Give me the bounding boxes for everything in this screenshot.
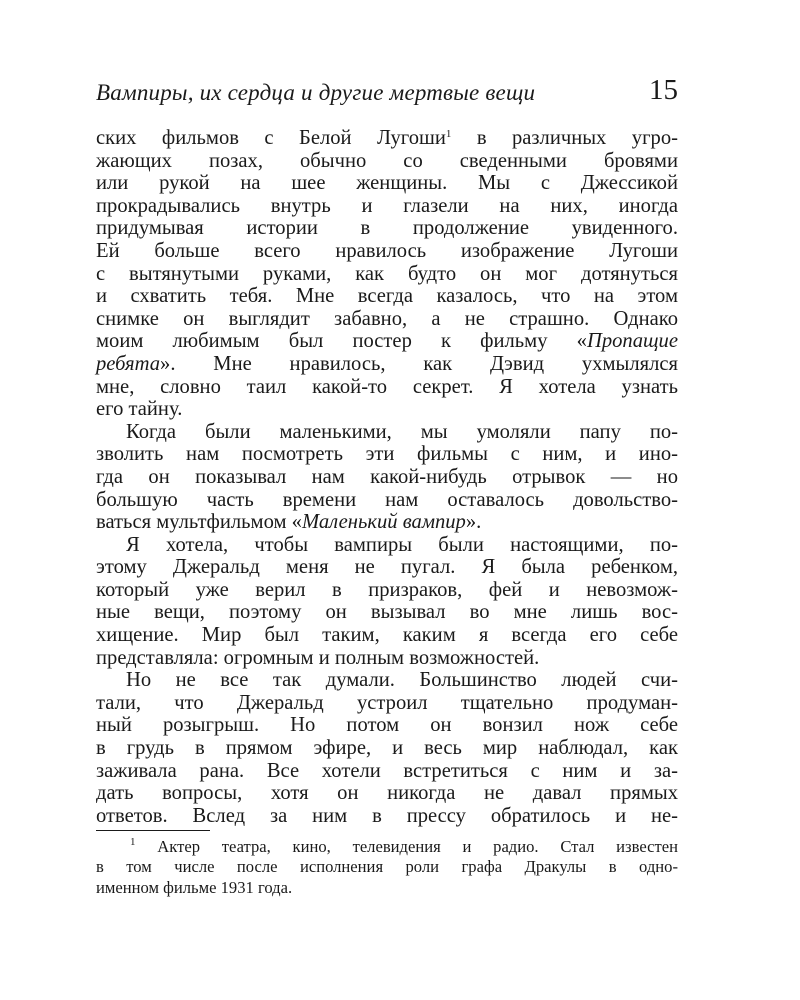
text-line: который уже верил в призраков, фей и невозмож- — [96, 578, 678, 601]
text-line: этому Джеральд меня не пугал. Я была ребенком, — [96, 556, 678, 579]
text-line: Но не все так думали. Большинство людей счи- — [126, 669, 678, 692]
film-title: ребята — [96, 352, 161, 375]
page-number: 15 — [649, 74, 678, 106]
text-line: заживала рана. Все хотели встретиться с ним и за- — [96, 759, 678, 782]
text-line: Ей больше всего нравилось изображение Лугоши — [96, 239, 678, 262]
text-line: в грудь в прямом эфире, и весь мир наблюдал, как — [96, 737, 678, 760]
page-header — [96, 72, 678, 112]
body-text — [96, 127, 678, 827]
text-line: моим любимым был постер к фильму «Пропащие — [96, 330, 678, 353]
text-line: Я хотела, чтобы вампиры были настоящими, по- — [126, 533, 678, 556]
text-line: ные вещи, поэтому он вызывал во мне лишь вос- — [96, 601, 678, 624]
running-title: Вампиры, их сердца и другие мертвые вещи — [96, 80, 536, 105]
text-line: зволить нам посмотреть эти фильмы с ним, и ино- — [96, 443, 678, 466]
text-line: прокрадывались внутрь и глазели на них, иногда — [96, 194, 678, 217]
footnote — [96, 837, 678, 898]
text-line: или рукой на шее женщины. Мы с Джессикой — [96, 172, 678, 195]
text-line: Когда были маленькими, мы умоляли папу по- — [126, 420, 678, 443]
footnote-marker: 1 — [445, 128, 452, 140]
footnote-number: 1 — [130, 836, 136, 848]
text-line: снимке он выглядит забавно, а не страшно. Однако — [96, 307, 678, 330]
text-line: ских фильмов с Белой Лугоши$^1$ в различных угро- — [96, 127, 678, 149]
text-line: хищение. Мир был таким, каким я всегда его себе — [96, 624, 678, 647]
text-line: жающих позах, обычно со сведенными бровями — [96, 149, 678, 172]
text-line: большую часть времени нам оставалось довольство- — [96, 488, 678, 511]
text-line: ответов. Вслед за ним в прессу обратилось и не- — [96, 804, 678, 827]
film-title: Пропащие — [586, 330, 678, 353]
footnote-line: именном фильме 1931 года. — [96, 877, 293, 897]
footnote-line: $^1$ Актер театра, кино, телевидения и радио. Стал известен — [130, 836, 678, 856]
footnote-line: в том числе после исполнения роли графа Дракулы в одно- — [96, 857, 678, 877]
text-line: его тайну. — [96, 398, 183, 421]
footnote-divider — [96, 830, 210, 831]
text-line: ный розыгрыш. Но потом он вонзил нож себе — [96, 714, 678, 737]
text-line: придумывая истории в продолжение увиденного. — [96, 217, 678, 240]
text-line: дать вопросы, хотя он никогда не давал прямых — [96, 782, 678, 805]
film-title: Маленький вампир — [301, 511, 466, 534]
text-line: ребята». Мне нравилось, как Дэвид ухмылялся — [96, 352, 678, 375]
text-line: ваться мультфильмом «Маленький вампир». — [96, 511, 482, 534]
text-line: и схватить тебя. Мне всегда казалось, что на этом — [96, 285, 678, 308]
text-line: гда он показывал нам какой-нибудь отрывок — но — [96, 465, 678, 488]
text-line: представляла: огромным и полным возможностей. — [96, 646, 540, 669]
text-line: мне, словно таил какой-то секрет. Я хотела узнать — [96, 375, 678, 398]
text-line: с вытянутыми руками, как будто он мог дотянуться — [96, 262, 678, 285]
text-line: тали, что Джеральд устроил тщательно продуман- — [96, 691, 678, 714]
